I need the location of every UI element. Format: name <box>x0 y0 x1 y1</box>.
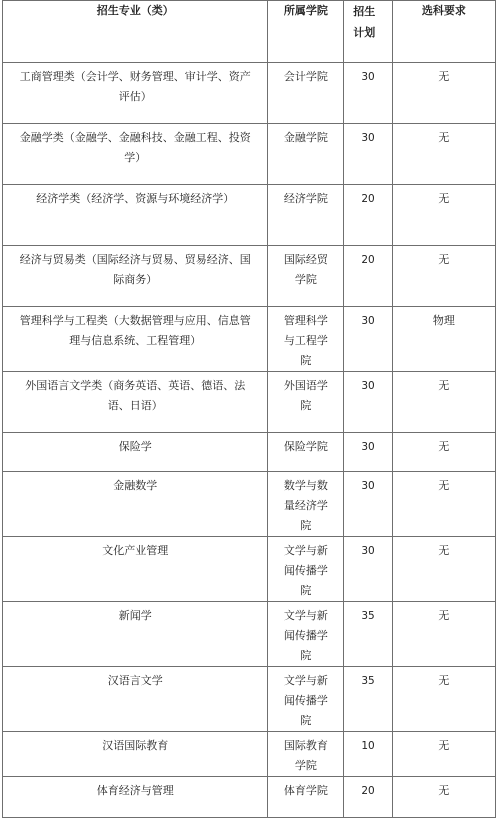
major-cell <box>3 472 268 537</box>
school-cell-text: 经济学院 <box>283 192 328 205</box>
requirement-cell-text: 无 <box>438 379 450 392</box>
plan-cell <box>344 372 392 433</box>
requirement-cell <box>392 246 495 307</box>
major-cell <box>3 602 268 667</box>
major-cell-text: 汉语国际教育 <box>102 739 169 752</box>
school-cell-text: 文学与新闻传播学院 <box>283 674 328 727</box>
school-cell <box>268 537 344 602</box>
table-row <box>3 63 496 124</box>
requirement-cell-text: 物理 <box>432 314 455 327</box>
plan-cell <box>344 602 392 667</box>
plan-cell-text: 30 <box>361 71 375 83</box>
school-cell-text: 管理科学与工程学院 <box>283 314 328 367</box>
requirement-cell-text: 无 <box>438 253 450 266</box>
major-cell <box>3 537 268 602</box>
requirement-cell <box>392 472 495 537</box>
requirement-cell-text: 无 <box>438 70 450 83</box>
school-cell-text: 会计学院 <box>283 70 328 83</box>
major-cell-text: 经济与贸易类（国际经济与贸易、贸易经济、国际商务） <box>19 253 251 286</box>
school-cell <box>268 433 344 472</box>
plan-cell-text: 30 <box>361 132 375 144</box>
column-header-plan-text: 招生计划 <box>353 5 376 39</box>
plan-cell-text: 30 <box>361 480 375 492</box>
school-cell <box>268 777 344 818</box>
plan-cell <box>344 124 392 185</box>
requirement-cell <box>392 63 495 124</box>
school-cell-text: 金融学院 <box>283 131 328 144</box>
table-row <box>3 777 496 818</box>
school-cell-text: 保险学院 <box>283 440 328 453</box>
major-cell <box>3 185 268 246</box>
plan-cell <box>344 777 392 818</box>
major-cell <box>3 307 268 372</box>
major-cell-text: 工商管理类（会计学、财务管理、审计学、资产评估） <box>19 70 251 103</box>
column-header-major <box>3 1 268 63</box>
school-cell <box>268 667 344 732</box>
school-cell <box>268 246 344 307</box>
table-row <box>3 537 496 602</box>
admission-plan-table <box>2 0 496 818</box>
school-cell <box>268 185 344 246</box>
plan-cell-text: 35 <box>361 610 375 622</box>
requirement-cell-text: 无 <box>438 131 450 144</box>
plan-cell <box>344 732 392 777</box>
requirement-cell <box>392 537 495 602</box>
requirement-cell-text: 无 <box>438 739 450 752</box>
plan-cell <box>344 246 392 307</box>
table-row <box>3 307 496 372</box>
major-cell <box>3 433 268 472</box>
table-row <box>3 246 496 307</box>
major-cell-text: 保险学 <box>118 440 152 453</box>
requirement-cell-text: 无 <box>438 784 450 797</box>
table-row <box>3 602 496 667</box>
major-cell <box>3 732 268 777</box>
plan-cell <box>344 63 392 124</box>
plan-cell-text: 35 <box>361 675 375 687</box>
requirement-cell <box>392 433 495 472</box>
major-cell <box>3 124 268 185</box>
school-cell <box>268 63 344 124</box>
table-header-row <box>3 1 496 63</box>
plan-cell <box>344 472 392 537</box>
plan-cell-text: 20 <box>361 785 375 797</box>
requirement-cell-text: 无 <box>438 192 450 205</box>
major-cell-text: 汉语言文学 <box>107 674 163 687</box>
major-cell-text: 外国语言文学类（商务英语、英语、德语、法语、日语） <box>25 379 246 412</box>
major-cell <box>3 63 268 124</box>
plan-cell <box>344 433 392 472</box>
column-header-plan <box>344 1 392 63</box>
major-cell-text: 管理科学与工程类（大数据管理与应用、信息管理与信息系统、工程管理） <box>19 314 251 347</box>
requirement-cell-text: 无 <box>438 544 450 557</box>
requirement-cell <box>392 667 495 732</box>
plan-cell-text: 10 <box>361 740 375 752</box>
column-header-school-text: 所属学院 <box>283 4 328 17</box>
major-cell <box>3 372 268 433</box>
major-cell-text: 金融数学 <box>113 479 158 492</box>
school-cell <box>268 472 344 537</box>
major-cell-text: 金融学类（金融学、金融科技、金融工程、投资学） <box>19 131 251 164</box>
table-row <box>3 372 496 433</box>
plan-cell-text: 20 <box>361 193 375 205</box>
school-cell <box>268 732 344 777</box>
major-cell-text: 体育经济与管理 <box>96 784 174 797</box>
plan-cell <box>344 307 392 372</box>
school-cell-text: 数学与数量经济学院 <box>283 479 328 532</box>
requirement-cell-text: 无 <box>438 674 450 687</box>
plan-cell-text: 30 <box>361 315 375 327</box>
table-row <box>3 433 496 472</box>
column-header-major-text: 招生专业（类） <box>96 4 174 17</box>
major-cell <box>3 667 268 732</box>
school-cell-text: 体育学院 <box>283 784 328 797</box>
plan-cell-text: 30 <box>361 441 375 453</box>
school-cell <box>268 372 344 433</box>
table-row <box>3 124 496 185</box>
plan-cell-text: 30 <box>361 545 375 557</box>
school-cell <box>268 602 344 667</box>
plan-cell-text: 30 <box>361 380 375 392</box>
major-cell-text: 新闻学 <box>118 609 152 622</box>
requirement-cell <box>392 307 495 372</box>
plan-cell <box>344 185 392 246</box>
major-cell <box>3 777 268 818</box>
school-cell <box>268 307 344 372</box>
column-header-requirement-text: 选科要求 <box>421 4 466 17</box>
school-cell <box>268 124 344 185</box>
table-row <box>3 472 496 537</box>
plan-cell <box>344 667 392 732</box>
column-header-requirement <box>392 1 495 63</box>
requirement-cell <box>392 777 495 818</box>
school-cell-text: 外国语学院 <box>283 379 328 412</box>
table-row <box>3 732 496 777</box>
plan-cell-text: 20 <box>361 254 375 266</box>
school-cell-text: 国际经贸学院 <box>283 253 328 286</box>
plan-cell <box>344 537 392 602</box>
column-header-school <box>268 1 344 63</box>
requirement-cell-text: 无 <box>438 440 450 453</box>
major-cell-text: 经济学类（经济学、资源与环境经济学） <box>36 192 235 205</box>
major-cell <box>3 246 268 307</box>
table-row <box>3 185 496 246</box>
requirement-cell <box>392 185 495 246</box>
school-cell-text: 文学与新闻传播学院 <box>283 609 328 662</box>
requirement-cell-text: 无 <box>438 479 450 492</box>
requirement-cell <box>392 732 495 777</box>
major-cell-text: 文化产业管理 <box>102 544 169 557</box>
requirement-cell-text: 无 <box>438 609 450 622</box>
school-cell-text: 文学与新闻传播学院 <box>283 544 328 597</box>
requirement-cell <box>392 124 495 185</box>
requirement-cell <box>392 372 495 433</box>
school-cell-text: 国际教育学院 <box>283 739 328 772</box>
table-row <box>3 667 496 732</box>
requirement-cell <box>392 602 495 667</box>
